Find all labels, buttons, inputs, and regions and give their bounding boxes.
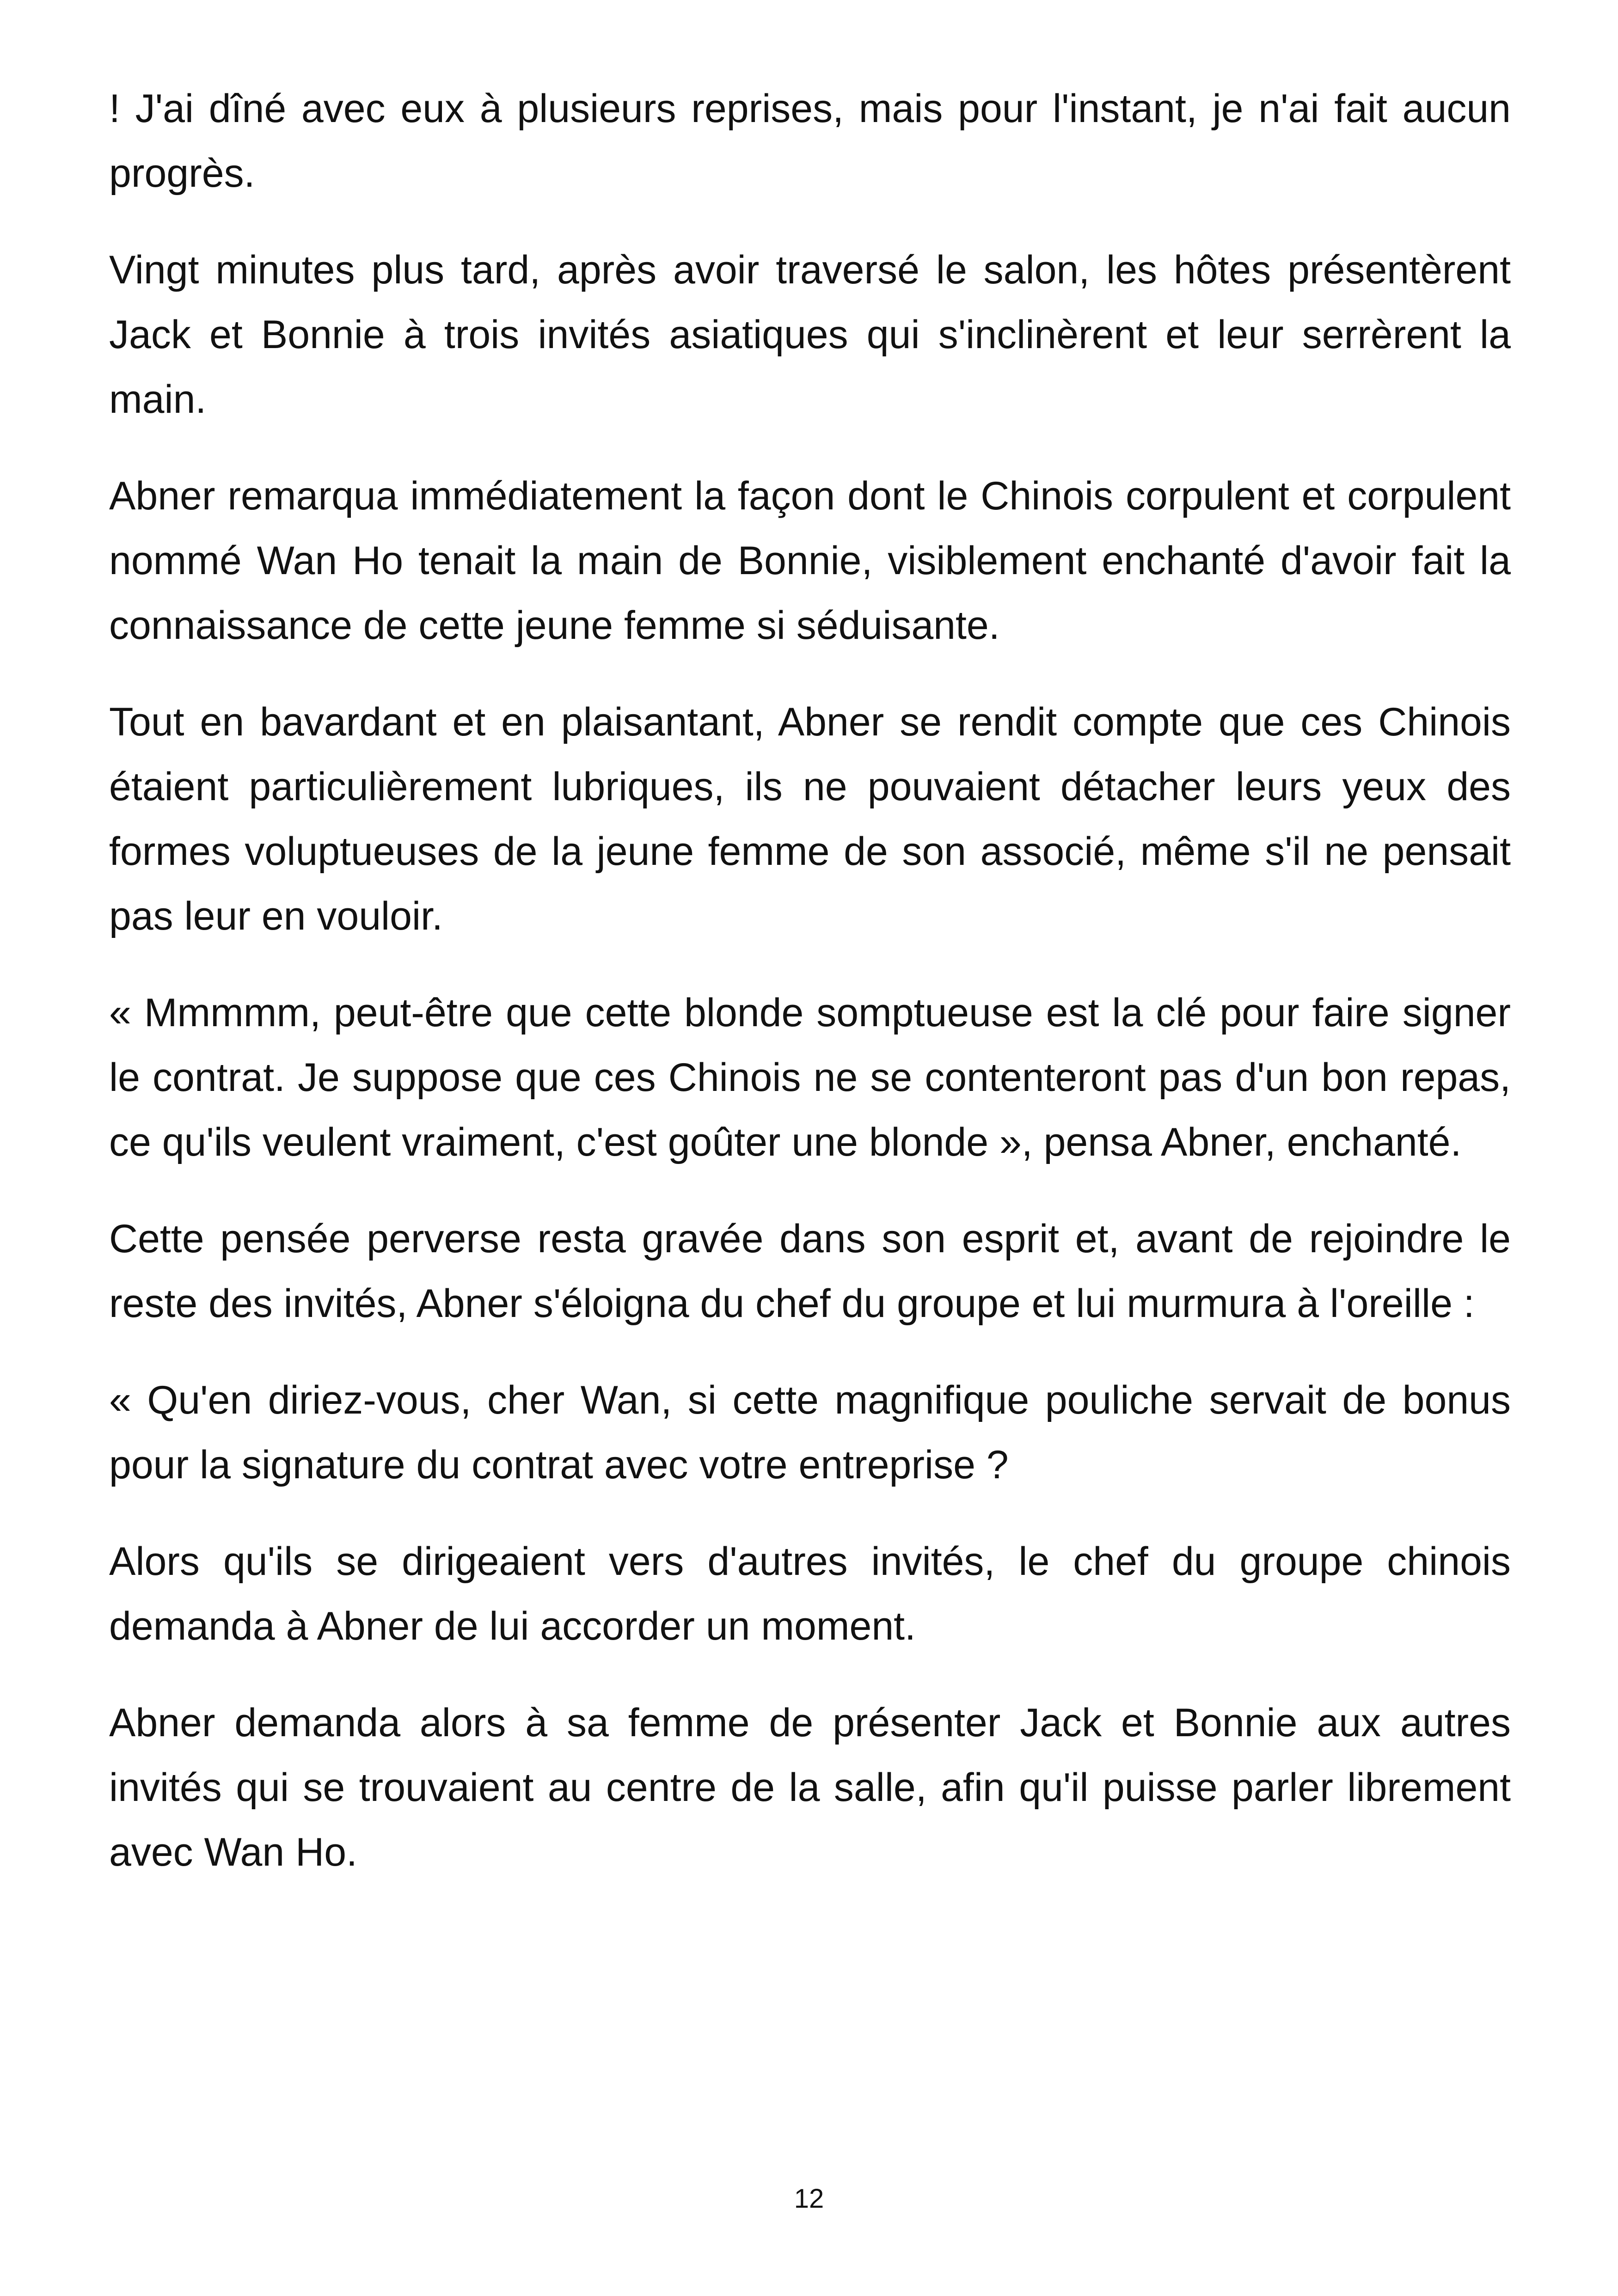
page-number: 12 [794,2184,824,2214]
paragraph-9: Abner demanda alors à sa femme de présenter Jack et Bonnie aux autres invités qui se trouvaient au centre de la salle, afin qu'il puisse parler librement avec Wan Ho. [109,1701,1511,1874]
paragraph-1: ! J'ai dîné avec eux à plusieurs reprises, mais pour l'instant, je n'ai fait aucun progrès. [109,86,1511,196]
body-text [109,76,1511,1916]
paragraph-3: Abner remarqua immédiatement la façon dont le Chinois corpulent et corpulent nommé Wan Ho tenait la main de Bonnie, visiblement enchanté d'avoir fait la connaissance de cette jeune femme si séduisante. [109,474,1511,648]
paragraph-6: Cette pensée perverse resta gravée dans son esprit et, avant de rejoindre le reste des invités, Abner s'éloigna du chef du groupe et lui murmura à l'oreille : [109,1217,1511,1326]
paragraph-8: Alors qu'ils se dirigeaient vers d'autres invités, le chef du groupe chinois demanda à Abner de lui accorder un moment. [109,1539,1511,1648]
paragraph-2: Vingt minutes plus tard, après avoir traversé le salon, les hôtes présentèrent Jack et Bonnie à trois invités asiatiques qui s'inclinèrent et leur serrèrent la main. [109,248,1511,422]
paragraph-7: « Qu'en diriez-vous, cher Wan, si cette magnifique pouliche servait de bonus pour la signature du contrat avec votre entreprise ? [109,1378,1511,1487]
paragraph-5: « Mmmmm, peut-être que cette blonde somptueuse est la clé pour faire signer le contrat. Je suppose que ces Chinois ne se contenteront pas d'un bon repas, ce qu'ils veulent vraiment, c'est goûter une blonde », pensa Abner, enchanté. [109,991,1511,1164]
paragraph-4: Tout en bavardant et en plaisantant, Abner se rendit compte que ces Chinois étaient particulièrement lubriques, ils ne pouvaient détacher leurs yeux des formes voluptueuses de la jeune femme de son associé, même s'il ne pensait pas leur en vouloir. [109,700,1511,938]
